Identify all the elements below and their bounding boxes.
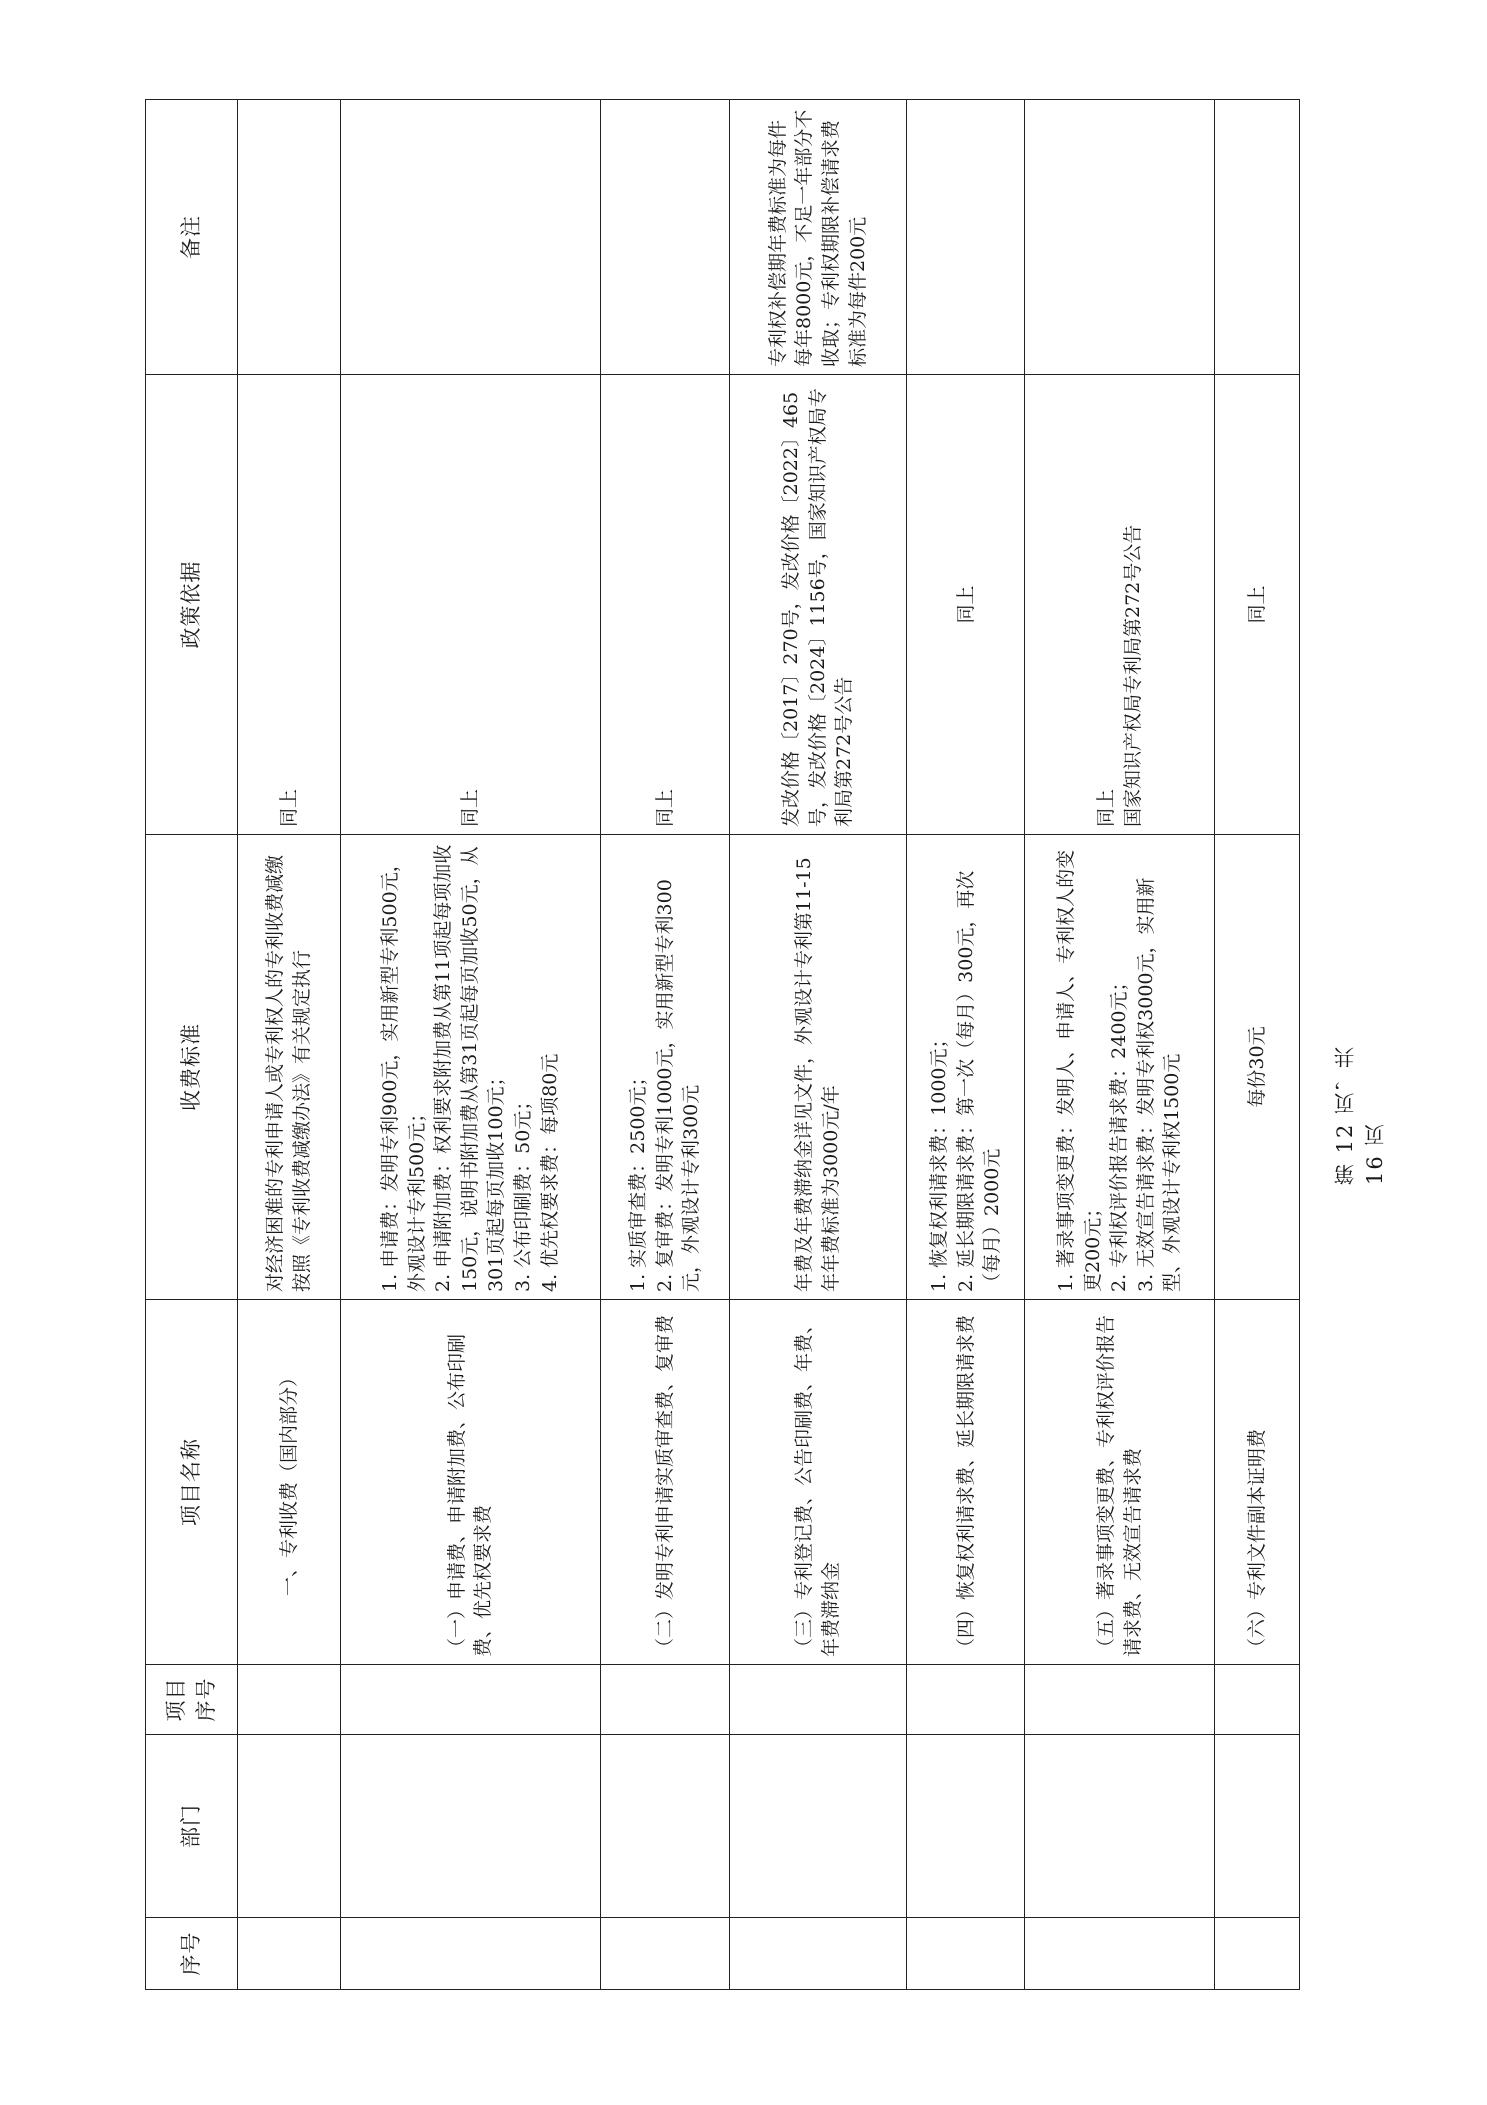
row-2-policy: 同上: [340, 375, 600, 835]
row-5-policy: 同上: [907, 375, 1025, 835]
header-item-no: 项目序号: [146, 1665, 238, 1735]
row-1-policy: 同上: [238, 375, 341, 835]
header-name: 项目名称: [146, 1300, 238, 1665]
row-4-name: （三）专利登记费、公告印刷费、年费、年费滞纳金: [729, 1300, 906, 1665]
row-1-standard-line: 对经济困难的专利申请人或专利权人的专利收费减缴按照《专利收费减缴办法》有关规定执行: [264, 854, 313, 1292]
row-6-standard: [1025, 835, 1214, 1300]
row-2-standard-line: 3. 公布印刷费：50元；: [512, 1091, 535, 1292]
row-3-standard-line: 2. 复审费：发明专利1000元，实用新型专利300元，外观设计专利300元: [653, 879, 703, 1292]
table-row: [238, 100, 341, 1990]
row-1-name: 一、专利收费（国内部分）: [238, 1300, 341, 1665]
row-5-name: （四）恢复权利请求费、延长期限请求费: [907, 1300, 1025, 1665]
row-3-remark: [600, 100, 729, 375]
row-2-standard-line: 4. 优先权要求费：每项80元: [538, 1053, 561, 1292]
row-4-standard-line: 年费及年费滞纳金详见文件，外观设计专利第11-15年年费标准为3000元/年: [793, 857, 843, 1292]
row-6-standard-line: 3. 无效宣告请求费：发明专利权3000元，实用新型、外观设计专利权1500元: [1134, 877, 1184, 1292]
table-row: [1025, 100, 1214, 1990]
row-7-policy: 同上: [1214, 375, 1299, 835]
header-standard: 收费标准: [146, 835, 238, 1300]
row-6-policy: 同上 国家知识产权局专利局第272号公告: [1025, 375, 1214, 835]
page-footer: 第 12 页，共 16 页: [1333, 1044, 1387, 1185]
row-5-standard: [907, 835, 1025, 1300]
row-1-remark: [238, 100, 341, 375]
fee-table: [145, 99, 1300, 1990]
table-row: [729, 100, 906, 1990]
row-6-standard-line: 2. 专利权评价报告请求费：2400元；: [1108, 972, 1131, 1292]
table-row: [340, 100, 600, 1990]
row-3-standard-line: 1. 实质审查费：2500元；: [626, 1067, 649, 1292]
row-6-remark: [1025, 100, 1214, 375]
row-7-remark: [1214, 100, 1299, 375]
row-2-name: （一）申请费、申请附加费、公布印刷费、优先权要求费: [340, 1300, 600, 1665]
header-dept: 部门: [146, 1735, 238, 1918]
table-row: [1214, 100, 1299, 1990]
table-row: [600, 100, 729, 1990]
header-remark: 备注: [146, 100, 238, 375]
row-5-standard-line: 1. 恢复权利请求费：1000元；: [927, 1029, 950, 1292]
row-2-remark: [340, 100, 600, 375]
row-3-standard: [600, 835, 729, 1300]
header-seq: 序号: [146, 1918, 238, 1990]
header-policy: 政策依据: [146, 375, 238, 835]
row-7-name: （六）专利文件副本证明费: [1214, 1300, 1299, 1665]
row-4-remark: 专利权补偿期年费标准为每件每年8000元，不足一年部分不收取；专利权期限补偿请求费标准为每件200元: [729, 100, 906, 375]
row-6-name: （五）著录事项变更费、专利权评价报告请求费、无效宣告请求费: [1025, 1300, 1214, 1665]
row-7-standard: [1214, 835, 1299, 1300]
table-row: [907, 100, 1025, 1990]
row-5-standard-line: 2. 延长期限请求费：第一次（每月）300元，再次（每月）2000元: [954, 870, 1004, 1292]
row-4-policy: 发改价格〔2017〕270号，发改价格〔2022〕465号，发改价格〔2024〕1156号，国家知识产权局专利局第272号公告: [729, 375, 906, 835]
row-3-policy: 同上: [600, 375, 729, 835]
row-2-standard-line: 2. 申请附加费：权利要求附加费从第11项起每项加收150元，说明书附加费从第31页起每页加收50元，从301页起每页加收100元；: [432, 844, 508, 1292]
row-2-standard: [340, 835, 600, 1300]
row-2-standard-line: 1. 申请费：发明专利900元，实用新型专利500元，外观设计专利500元；: [379, 853, 428, 1292]
row-3-name: （二）发明专利申请实质审查费、复审费: [600, 1300, 729, 1665]
rotated-fee-table-page: [145, 100, 1300, 1990]
row-6-standard-line: 1. 著录事项变更费：发明人、申请人、专利权人的变更200元；: [1055, 849, 1104, 1292]
row-4-standard: [729, 835, 906, 1300]
row-7-standard-line: 每份30元: [1245, 1026, 1268, 1108]
table-header-row: [146, 100, 238, 1990]
row-5-remark: [907, 100, 1025, 375]
row-1-standard: [238, 835, 341, 1300]
